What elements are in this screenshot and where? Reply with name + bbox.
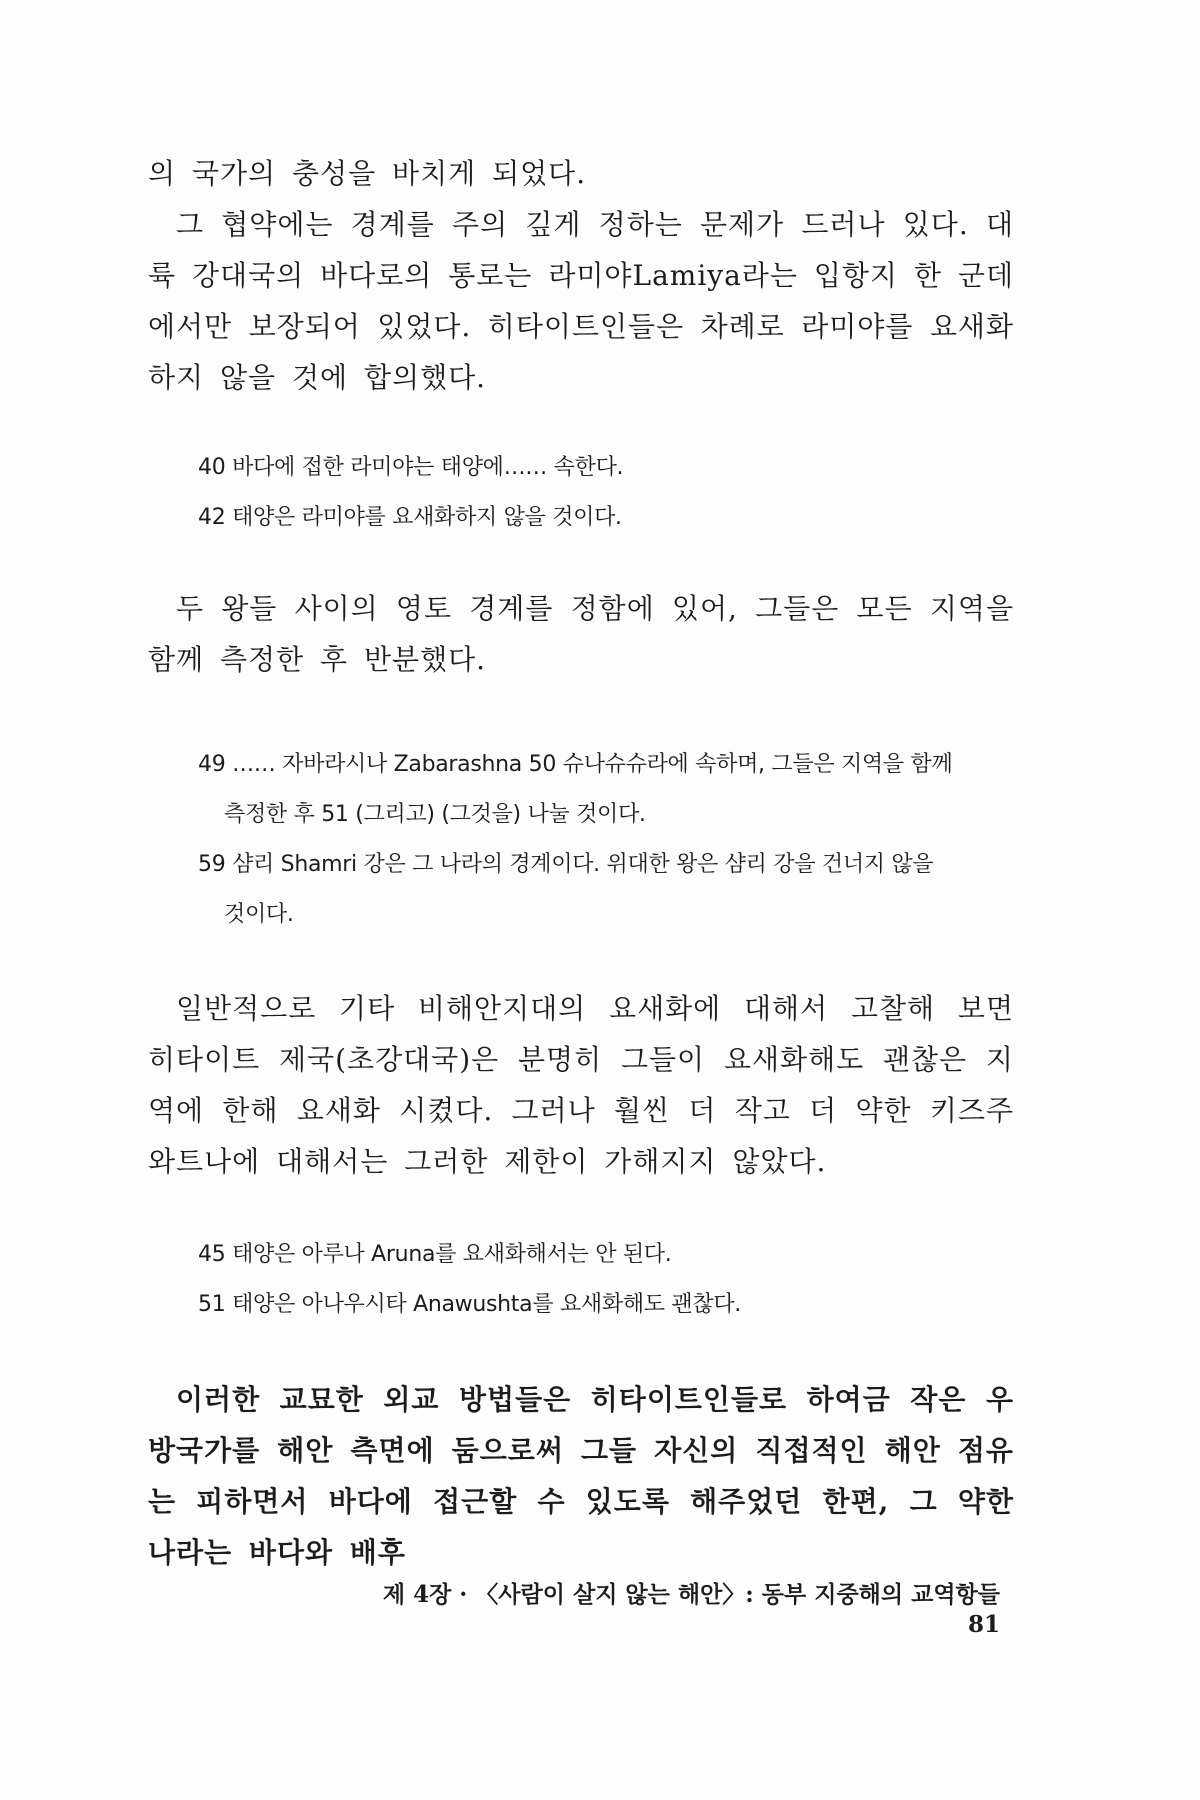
paragraph-continuation: 의 국가의 충성을 바치게 되었다.	[148, 157, 587, 190]
running-title: 제 4장 · 〈사람이 살지 않는 해안〉: 동부 지중해의 교역항들	[382, 1581, 1000, 1608]
quote-line-59: 59 샴리 Shamri 강은 그 나라의 경계이다. 위대한 왕은 샴리 강을 건너지 않을	[198, 852, 934, 877]
paragraph-diplomacy: 이러한 교묘한 외교 방법들은 히타이트인들로 하여금 작은 우방국가를 해안 측면에 둠으로써 그들 자신의 직접적인 해안 점유는 피하면서 바다에 접근할 수 있도록 해주었던 한편, 그 약한 나라는 바다와 배후	[148, 1383, 1014, 1569]
quote-line-40: 40 바다에 접한 라미야는 태양에…… 속한다.	[198, 455, 624, 480]
quote-line-51: 51 태양은 아나우시타 Anawushta를 요새화해도 괜찮다.	[198, 1292, 741, 1317]
quote-line-49: 49 …… 자바라시나 Zabarashna 50 슈나슈슈라에 속하며, 그들은 지역을 함께	[198, 752, 953, 777]
quote-block-zabarashna	[198, 740, 1018, 940]
paragraph-territory-division: 두 왕들 사이의 영토 경계를 정함에 있어, 그들은 모든 지역을 함께 측정한 후 반분했다.	[148, 592, 1014, 676]
quote-block-aruna	[198, 1230, 1018, 1330]
paragraph-fortification: 일반적으로 기타 비해안지대의 요새화에 대해서 고찰해 보면 히타이트 제국(초강대국)은 분명히 그들이 요새화해도 괜찮은 지역에 한해 요새화 시켰다. 그러나 훨씬 더 작고 더 약한 키즈주와트나에 대해서는 그러한 제한이 가해지지 않았다.	[148, 992, 1014, 1178]
paragraph-treaty-boundaries: 그 협약에는 경계를 주의 깊게 정하는 문제가 드러나 있다. 대륙 강대국의 바다로의 통로는 라미야Lamiya라는 입항지 한 군데에서만 보장되어 있었다. 히타이트인들은 차례로 라미야를 요새화하지 않을 것에 합의했다.	[148, 208, 1014, 394]
quote-line-45: 45 태양은 아루나 Aruna를 요새화해서는 안 된다.	[198, 1242, 672, 1267]
page-footer	[350, 1580, 1000, 1640]
page-number: 81	[967, 1611, 1000, 1638]
quote-block-lamiya	[198, 443, 1018, 543]
quote-line-49-continuation: 측정한 후 51 (그리고) (그것을) 나눌 것이다.	[224, 802, 646, 827]
quote-line-42: 42 태양은 라미야를 요새화하지 않을 것이다.	[198, 505, 622, 530]
quote-line-59-continuation: 것이다.	[224, 902, 294, 927]
